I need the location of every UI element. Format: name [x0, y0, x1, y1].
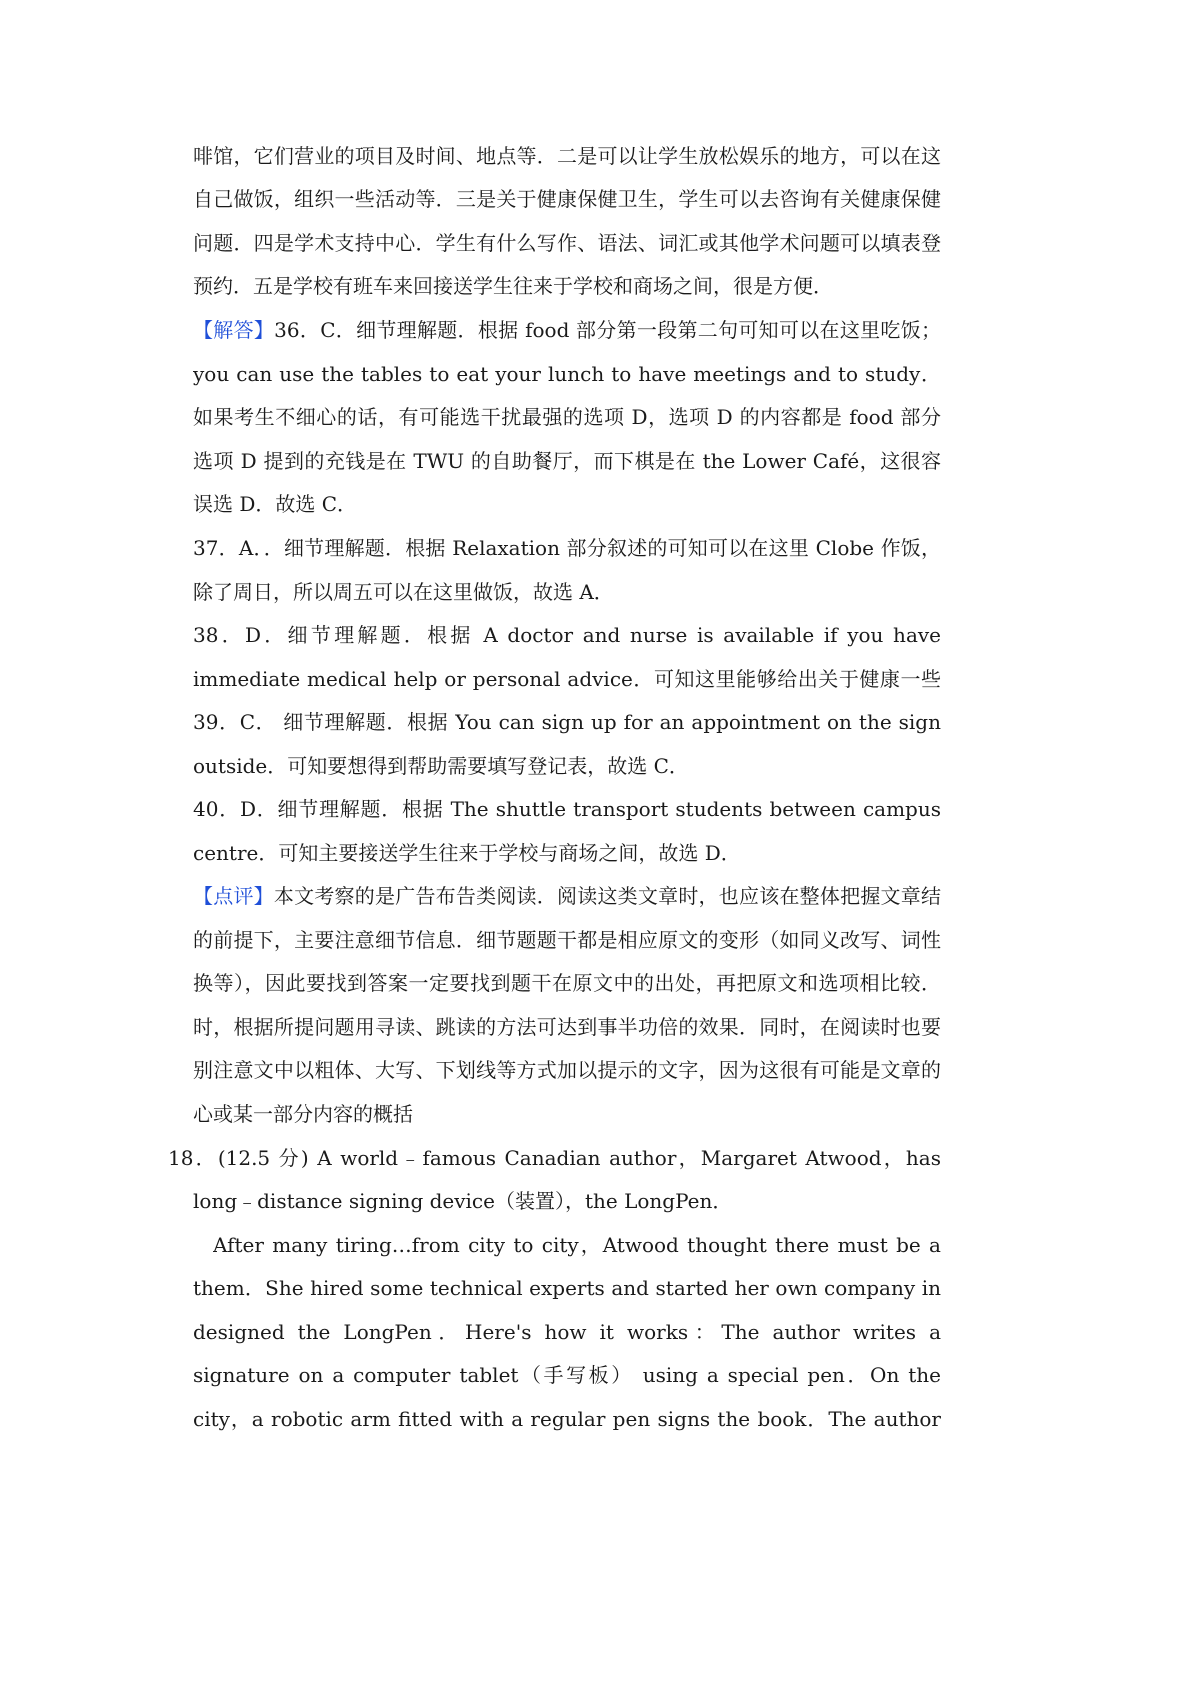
q18-line-1: 18．(12.5 分) A world﹣famous Canadian author，Margaret Atwood，has [168, 1146, 941, 1170]
answer-line-2: you can use the tables to eat your lunch to have meetings and to study． [193, 362, 941, 386]
passage-line-5: city，a robotic arm fitted with a regular pen signs the book．The author [193, 1407, 941, 1431]
q37-line-2: 除了周日，所以周五可以在这里做饭，故选 A． [193, 580, 614, 604]
intro-line-3: 问题．四是学术支持中心．学生有什么写作、语法、词汇或其他学术问题可以填表登 [193, 231, 941, 255]
intro-line-4: 预约．五是学校有班车来回接送学生往来于学校和商场之间，很是方便． [193, 274, 833, 298]
comment-line-6: 心或某一部分内容的概括 [193, 1102, 413, 1126]
q37-line-1: 37．A．．细节理解题．根据 Relaxation 部分叙述的可知可以在这里 Clobe 作饭， [193, 536, 941, 560]
answer-first-line [193, 316, 941, 344]
passage-line-1: After many tiring…from city to city，Atwood thought there must be a [213, 1233, 941, 1257]
q40-line-1: 40．D．细节理解题．根据 The shuttle transport students between campus [193, 797, 941, 821]
q39-line-2: outside．可知要想得到帮助需要填写登记表，故选 C． [193, 754, 689, 778]
passage-line-3: designed the LongPen．Here's how it works：The author writes a [193, 1320, 941, 1344]
q18-line-2: long﹣distance signing device（装置），the LongPen． [193, 1189, 733, 1213]
q39-line-1: 39．C． 细节理解题．根据 You can sign up for an appointment on the sign [193, 710, 941, 734]
answer-line-4: 选项 D 提到的充钱是在 TWU 的自助餐厅，而下棋是在 the Lower Café，这很容 [193, 449, 941, 473]
comment-first-text: 本文考察的是广告布告类阅读．阅读这类文章时，也应该在整体把握文章结 [273, 884, 941, 908]
comment-tag: 【点评】 [193, 884, 274, 908]
answer-first-text: 36．C．细节理解题．根据 food 部分第一段第二句可知可以在这里吃饭； [274, 318, 941, 342]
passage-line-2: them．She hired some technical experts and started her own company in [193, 1276, 941, 1300]
q40-line-2: centre．可知主要接送学生往来于学校与商场之间，故选 D． [193, 841, 741, 865]
q38-line-2: immediate medical help or personal advice．可知这里能够给出关于健康一些 [193, 667, 941, 691]
comment-line-2: 的前提下，主要注意细节信息．细节题题干都是相应原文的变形（如同义改写、词性 [193, 928, 941, 952]
answer-line-5: 误选 D．故选 C． [193, 492, 358, 516]
comment-line-5: 别注意文中以粗体、大写、下划线等方式加以提示的文字，因为这很有可能是文章的 [193, 1058, 941, 1082]
intro-line-2: 自己做饭，组织一些活动等．三是关于健康保健卫生，学生可以去咨询有关健康保健 [193, 187, 941, 211]
answer-line-3: 如果考生不细心的话，有可能选干扰最强的选项 D，选项 D 的内容都是 food 部分 [193, 405, 941, 429]
passage-line-4: signature on a computer tablet（手写板） using a special pen．On the [193, 1363, 941, 1387]
comment-line-4: 时，根据所提问题用寻读、跳读的方法可达到事半功倍的效果．同时，在阅读时也要 [193, 1015, 941, 1039]
answer-tag: 【解答】 [193, 318, 275, 342]
intro-line-1: 啡馆，它们营业的项目及时间、地点等．二是可以让学生放松娱乐的地方，可以在这 [193, 144, 941, 168]
comment-first-line [193, 882, 941, 910]
comment-line-3: 换等），因此要找到答案一定要找到题干在原文中的出处，再把原文和选项相比较． [193, 971, 941, 995]
q38-line-1: 38．D．细节理解题．根据 A doctor and nurse is available if you have [193, 623, 941, 647]
